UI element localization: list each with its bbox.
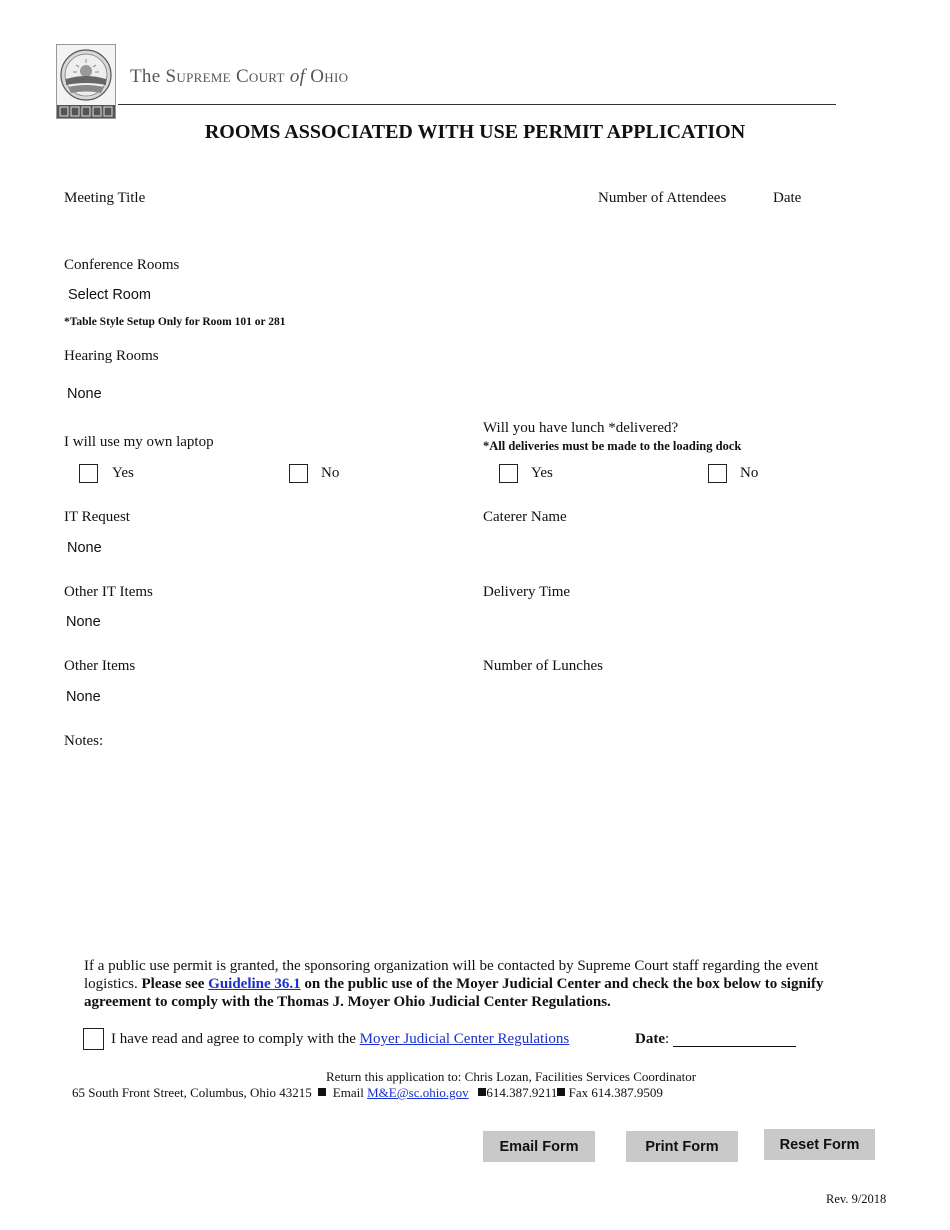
revision-label: Rev. 9/2018 bbox=[826, 1192, 887, 1206]
email-link[interactable]: M&E@sc.ohio.gov bbox=[367, 1085, 469, 1100]
agree-date-field[interactable] bbox=[673, 1045, 796, 1047]
lunch-label: Will you have lunch *delivered? bbox=[483, 420, 679, 436]
reset-form-button[interactable]: Reset Form bbox=[764, 1129, 875, 1160]
page-title: ROOMS ASSOCIATED WITH USE PERMIT APPLICATION bbox=[204, 121, 746, 143]
it-request-select[interactable]: None bbox=[67, 540, 102, 556]
header-rule bbox=[118, 104, 836, 105]
meeting-title-label: Meeting Title bbox=[64, 190, 146, 206]
caterer-label: Caterer Name bbox=[483, 509, 567, 525]
other-items-select[interactable]: None bbox=[66, 689, 101, 705]
conference-rooms-label: Conference Rooms bbox=[64, 257, 180, 273]
other-items-label: Other Items bbox=[64, 658, 136, 674]
notes-textarea[interactable] bbox=[64, 756, 884, 936]
lunch-delivery-note: *All deliveries must be made to the loading dock bbox=[483, 439, 742, 453]
delivery-time-label: Delivery Time bbox=[483, 584, 571, 600]
lunch-yes-label: Yes bbox=[531, 465, 553, 481]
email-form-button[interactable]: Email Form bbox=[483, 1131, 595, 1162]
agree-statement: I have read and agree to comply with the Moyer Judicial Center Regulations bbox=[111, 1031, 570, 1047]
laptop-yes-label: Yes bbox=[112, 465, 134, 481]
hearing-rooms-label: Hearing Rooms bbox=[64, 348, 159, 364]
hearing-rooms-select[interactable]: None bbox=[67, 386, 102, 402]
it-request-label: IT Request bbox=[64, 509, 130, 525]
laptop-no-checkbox[interactable] bbox=[289, 464, 308, 483]
lunch-yes-checkbox[interactable] bbox=[499, 464, 518, 483]
laptop-label: I will use my own laptop bbox=[64, 434, 214, 450]
attendees-label: Number of Attendees bbox=[598, 190, 727, 206]
print-form-button[interactable]: Print Form bbox=[626, 1131, 738, 1162]
lunch-no-checkbox[interactable] bbox=[708, 464, 727, 483]
laptop-yes-checkbox[interactable] bbox=[79, 464, 98, 483]
guideline-link[interactable]: Guideline 36.1 bbox=[208, 976, 301, 992]
bullet-icon bbox=[318, 1088, 326, 1096]
contact-line: 65 South Front Street, Columbus, Ohio 43215 Email M&E@sc.ohio.gov 614.387.9211 Fax 614.387.9509 bbox=[72, 1085, 663, 1100]
conference-rooms-select[interactable]: Select Room bbox=[68, 287, 152, 303]
agree-checkbox[interactable] bbox=[83, 1028, 104, 1050]
table-style-note: *Table Style Setup Only for Room 101 or 281 bbox=[64, 316, 286, 328]
bullet-icon bbox=[557, 1088, 565, 1096]
policy-paragraph: If a public use permit is granted, the sponsoring organization will be contacted by Supreme Court staff regarding the event logistics. Please see Guideline 36.1 on the public use of the Moyer Judicial Center and check the box below to signify agreement to comply with the Thomas J. Moyer Ohio Judicial Center Regulations. bbox=[84, 958, 824, 1010]
agree-date: Date: bbox=[635, 1031, 670, 1047]
seal-icon bbox=[57, 45, 115, 118]
date-label: Date bbox=[773, 190, 802, 206]
other-it-label: Other IT Items bbox=[64, 584, 153, 600]
return-line: Return this application to: Chris Lozan, Facilities Services Coordinator bbox=[326, 1069, 697, 1084]
lunch-no-label: No bbox=[740, 465, 759, 481]
org-name: The Supreme Court of Ohio bbox=[130, 66, 349, 87]
notes-label: Notes: bbox=[64, 733, 104, 749]
laptop-no-label: No bbox=[321, 465, 340, 481]
lunches-label: Number of Lunches bbox=[483, 658, 603, 674]
ohio-seal-logo bbox=[56, 44, 116, 119]
other-it-select[interactable]: None bbox=[66, 614, 101, 630]
regulations-link[interactable]: Moyer Judicial Center Regulations bbox=[359, 1031, 570, 1047]
